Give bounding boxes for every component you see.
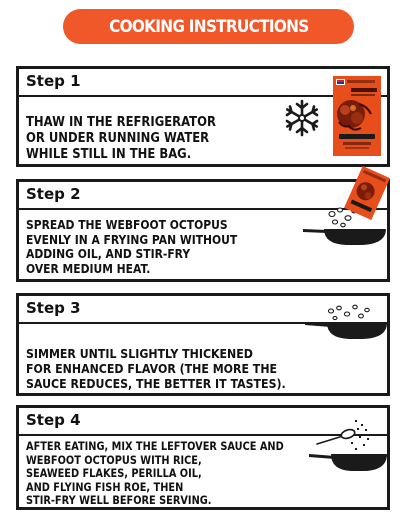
product-package-image [333,76,381,156]
instruction-line: OVER MEDIUM HEAT. [26,260,151,276]
title-banner [63,9,354,44]
instruction-line: WHILE STILL IN THE BAG. [26,146,192,162]
step-card-1 [16,66,390,167]
step-card-2 [16,179,390,282]
step-label: Step 1 [26,72,81,90]
page-title: COOKING INSTRUCTIONS [108,16,309,37]
instruction-line: THAW IN THE REFRIGERATOR [26,114,216,130]
instruction-line: SAUCE REDUCES, THE BETTER IT TASTES). [26,376,286,391]
instruction-line: EVENLY IN A FRYING PAN WITHOUT [26,231,238,247]
instruction-line: AND FLYING FISH ROE, THEN [26,479,184,494]
instruction-line: OR UNDER RUNNING WATER [26,130,210,146]
divider [19,95,387,97]
instruction-line: AFTER EATING, MIX THE LEFTOVER SAUCE AND [26,439,284,453]
step-card-4 [16,405,390,510]
instruction-line: ADDING OIL, AND STIR-FRY [26,246,191,261]
instruction-line: WEBFOOT OCTOPUS WITH RICE, [26,452,202,467]
step-instructions [26,114,216,162]
instruction-line: SIMMER UNTIL SLIGHTLY THICKENED [26,346,253,361]
step-instructions [26,440,284,508]
step-instructions [26,218,237,276]
instruction-line: SPREAD THE WEBFOOT OCTOPUS [26,217,228,232]
instruction-line: SEAWEED FLAKES, PERILLA OIL, [26,466,202,480]
step-card-3 [16,293,390,396]
frying-pan-icon [305,298,389,342]
step-label: Step 4 [26,411,81,429]
frying-pan-with-spoon-icon [307,414,389,476]
snowflake-icon [282,98,322,138]
step-instructions [26,346,286,391]
step-label: Step 2 [26,185,81,203]
step-label: Step 3 [26,299,81,317]
instruction-line: FOR ENHANCED FLAVOR (THE MORE THE [26,361,278,376]
instruction-line: STIR-FRY WELL BEFORE SERVING. [26,493,212,507]
